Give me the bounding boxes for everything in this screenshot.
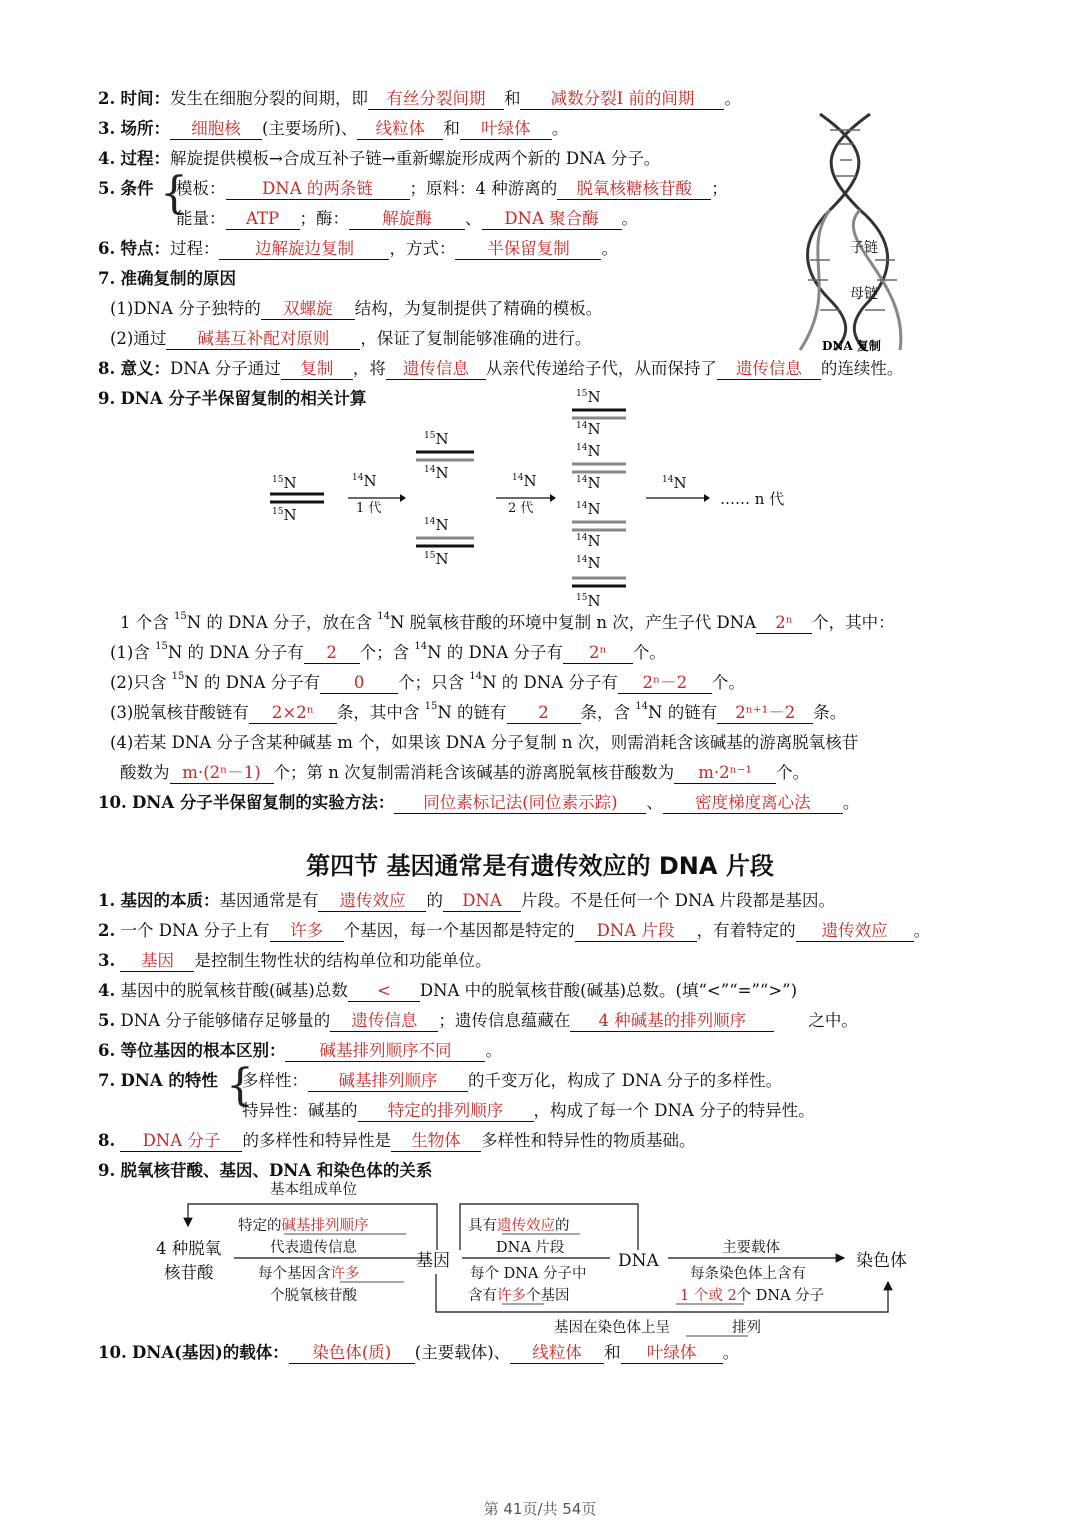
text: (1)DNA 分子独特的: [110, 299, 261, 318]
answer-blank: DNA 片段: [575, 921, 697, 942]
answer-blank: 细胞核: [170, 119, 262, 140]
item-number: 3.: [98, 119, 116, 138]
item-label: DNA 分子半保留复制的实验方法：: [131, 793, 395, 812]
item-label: 场所：: [120, 119, 170, 138]
item-number: 5.: [98, 179, 116, 198]
text: DNA 分子通过: [169, 359, 281, 378]
text: ，方式：: [389, 239, 456, 258]
item-number: 7.: [98, 1071, 116, 1090]
item-number: 7.: [98, 269, 116, 288]
text: N 脱氧核苷酸的环境中复制 n 次，产生子代 DNA: [389, 613, 757, 632]
answer-blank: 遗传信息: [717, 359, 821, 380]
s1-line-5c: [176, 208, 638, 230]
text: ，将: [352, 359, 386, 378]
answer-blank: ATP: [226, 209, 300, 230]
item-number: 5.: [98, 1011, 116, 1030]
answer-blank: 叶绿体: [460, 119, 552, 140]
item-number: 10.: [98, 1343, 127, 1362]
s2-line-10: [98, 1342, 739, 1364]
text: 结构，为复制提供了精确的模板。: [354, 299, 603, 318]
text: 的: [426, 891, 443, 910]
dna-replication-illustration: [780, 110, 920, 358]
item-label: 时间：: [120, 89, 170, 108]
text: 。: [913, 921, 931, 940]
text: 的连续性。: [820, 359, 904, 378]
item-label: DNA 分子半保留复制的相关计算: [120, 389, 367, 408]
label-basic-unit: 基本组成单位: [270, 1182, 357, 1198]
text: 。: [722, 1343, 740, 1362]
superscript: 14: [469, 671, 483, 682]
arrow-head-icon: [550, 494, 556, 502]
gene-label: 基因: [416, 1251, 450, 1271]
answer-blank: 半保留复制: [455, 239, 601, 260]
relationship-diagram: [140, 1178, 930, 1338]
answer-blank: 遗传信息: [330, 1011, 438, 1032]
superscript: 15: [155, 641, 168, 652]
answer-blank: m·(2ⁿ－1): [170, 763, 274, 784]
text: 和: [604, 1343, 621, 1362]
item-number: 4.: [98, 149, 116, 168]
label-contains-genes: 含有许多个基因: [468, 1288, 570, 1304]
text: 多样性和特异性的物质基础。: [480, 1131, 696, 1150]
text: 过程：: [169, 239, 220, 258]
label-14n: $^{14}$N: [424, 464, 449, 482]
answer-blank: 2ⁿ⁺¹－2: [717, 703, 813, 724]
text: 个。: [776, 763, 810, 782]
answer-blank: 染色体(质): [289, 1343, 415, 1364]
text: 发生在细胞分裂的间期，即: [169, 89, 368, 108]
text: 条，含: [580, 703, 636, 722]
page-number: 第 41页/共 54页: [483, 1500, 597, 1518]
answer-blank: 脱氧核糖核苷酸: [557, 179, 711, 200]
label-14n: $^{14}$N: [512, 472, 537, 490]
answer-blank: 边解旋边复制: [219, 239, 389, 260]
text: N 的 DNA 分子有: [167, 643, 304, 662]
section-title: 第四节 基因通常是有遗传效应的 DNA 片段: [306, 852, 774, 880]
s1-line-7a: [110, 298, 602, 320]
answer-blank: 2: [507, 703, 581, 724]
s1-line-8: [98, 358, 903, 380]
calc-intro: [120, 612, 895, 634]
dna-label: DNA: [618, 1251, 659, 1271]
label-14n: $^{14}$N: [424, 516, 449, 534]
item-number: 10.: [98, 793, 127, 812]
text: 个。: [711, 673, 745, 692]
text: 的多样性和特异性是: [242, 1131, 391, 1150]
item-number: 3.: [98, 951, 116, 970]
item-number: 8.: [98, 359, 116, 378]
text: 。: [551, 119, 569, 138]
text: 1 个含: [120, 613, 174, 632]
s1-line-5b: [176, 178, 728, 200]
item-label: 意义：: [120, 359, 170, 378]
gen-n-label: …… n 代: [720, 490, 785, 508]
s2-line-2: [98, 920, 930, 942]
label-15n: $^{15}$N: [576, 592, 601, 610]
text: N 的 DNA 分子有: [184, 673, 321, 692]
superscript: 14: [377, 611, 390, 622]
text: 基因通常是有: [219, 891, 319, 910]
answer-blank: DNA: [443, 891, 521, 912]
answer-blank: 线粒体: [510, 1343, 604, 1364]
item-number: 6.: [98, 1041, 116, 1060]
label-14n: $^{14}$N: [576, 420, 601, 438]
text: ，构成了每一个 DNA 分子的特异性。: [533, 1101, 815, 1120]
label-each-chromosome: 每条染色体上含有: [690, 1266, 806, 1282]
label-14n: $^{14}$N: [352, 472, 377, 490]
label-14n: $^{14}$N: [576, 554, 601, 572]
s1-line-7: [98, 268, 236, 290]
text: N 的 DNA 分子有: [427, 643, 563, 662]
label-each-dna: 每个 DNA 分子中: [470, 1266, 587, 1282]
brace-icon: {: [160, 168, 188, 219]
superscript: 14: [414, 641, 428, 652]
answer-blank: 2ⁿ: [563, 643, 633, 664]
answer-blank: 遗传信息: [386, 359, 486, 380]
s1-line-10: [98, 792, 859, 814]
item-label: 特点：: [120, 239, 170, 258]
text: N 的链有: [648, 703, 718, 722]
superscript: 15: [424, 701, 438, 712]
label-has-effect: 具有遗传效应的: [468, 1218, 570, 1234]
label-15n: $^{15}$N: [272, 506, 297, 524]
text: ，有着特定的: [696, 921, 796, 940]
item-number: 8.: [98, 1131, 116, 1150]
label-genetic-info: 代表遗传信息: [270, 1240, 357, 1256]
text: (主要场所)、: [261, 119, 358, 138]
text: (1)含: [110, 643, 156, 662]
text: N 的链有: [437, 703, 507, 722]
answer-blank: 线粒体: [357, 119, 443, 140]
answer-blank: <: [348, 981, 420, 1002]
label-14n: $^{14}$N: [662, 474, 687, 492]
text: N 的 DNA 分子有: [482, 673, 618, 692]
item-label: DNA 的特性: [120, 1071, 218, 1090]
s2-line-5: [98, 1010, 858, 1032]
answer-blank: 有丝分裂间期: [368, 89, 504, 110]
superscript: 14: [635, 701, 649, 712]
gen-2-label: 2 代: [508, 501, 534, 516]
s2-line-7b: [242, 1100, 815, 1122]
answer-blank: 许多: [270, 921, 344, 942]
answer-blank: 双螺旋: [261, 299, 355, 320]
s2-line-1: [98, 890, 835, 912]
text: DNA 中的脱氧核苷酸(碱基)总数。(填“<”“=”“>”): [419, 981, 798, 1000]
s2-line-6: [98, 1040, 502, 1062]
label-14n: $^{14}$N: [576, 500, 601, 518]
text: 。: [724, 89, 741, 108]
answer-blank: 碱基排列顺序: [308, 1071, 468, 1092]
answer-blank: 碱基互补配对原则: [166, 329, 360, 350]
arrow-head-icon: [704, 494, 710, 502]
text: 是控制生物性状的结构单位和功能单位。: [194, 951, 492, 970]
answer-blank: 0: [320, 673, 398, 694]
s1-line-7b: [110, 328, 591, 350]
text: 基因中的脱氧核苷酸(碱基)总数: [120, 981, 348, 1000]
text: 个，其中：: [812, 613, 895, 632]
text: 多样性：: [242, 1071, 308, 1090]
answer-blank: 复制: [281, 359, 353, 380]
text: ；遗传信息蕴藏在: [438, 1011, 571, 1030]
label-nucleotides: 个脱氧核苷酸: [270, 1288, 357, 1304]
answer-blank: 碱基排列顺序不同: [285, 1041, 485, 1062]
answer-blank: 遗传效应: [796, 921, 914, 942]
text: (4)若某 DNA 分子含某种碱基 m 个，如果该 DNA 分子复制 n 次，则需消耗含该碱基的游离脱氧核苷: [110, 733, 859, 752]
answer-blank: 同位素标记法(同位素示踪): [394, 793, 646, 814]
label-main-carrier: 主要载体: [722, 1240, 780, 1256]
calc-2: [110, 672, 745, 694]
answer-blank: 2ⁿ: [756, 613, 812, 634]
answer-blank: 遗传效应: [318, 891, 426, 912]
text: ；原料：4 种游离的: [409, 179, 558, 198]
label-15n: $^{15}$N: [576, 388, 601, 406]
text: (3)脱氧核苷酸链有: [110, 703, 249, 722]
label-14n: $^{14}$N: [576, 474, 601, 492]
item-label: 过程：: [120, 149, 170, 168]
text: 条。: [813, 703, 847, 722]
answer-blank: 密度梯度离心法: [663, 793, 843, 814]
label-15n: $^{15}$N: [272, 474, 297, 492]
answer-blank: 2: [304, 643, 360, 664]
text: 和: [443, 119, 460, 138]
s2-line-7a: [242, 1070, 782, 1092]
text: 个；含: [359, 643, 415, 662]
answer-blank: 4 种碱基的排列顺序: [570, 1011, 774, 1032]
text: 模板：: [176, 179, 226, 198]
answer-blank: DNA 分子: [120, 1131, 242, 1152]
text: ；酶：: [299, 209, 349, 228]
text: 片段。不是任何一个 DNA 片段都是基因。: [520, 891, 836, 910]
item-label: 条件: [120, 179, 154, 198]
item-label: 准确复制的原因: [120, 269, 236, 288]
text: 。: [621, 209, 638, 228]
text: 条，其中含: [336, 703, 425, 722]
item-label: 脱氧核苷酸、基因、DNA 和染色体的关系: [120, 1161, 433, 1180]
item-number: 4.: [98, 981, 116, 1000]
label-14n: $^{14}$N: [576, 442, 601, 460]
s2-line-8: [98, 1130, 695, 1152]
superscript: 15: [171, 671, 185, 682]
text: 解旋提供模板→合成互补子链→重新螺旋形成两个新的 DNA 分子。: [169, 149, 661, 168]
chromosome-label: 染色体: [856, 1251, 907, 1271]
text: 酸数为: [120, 763, 170, 782]
child-strand-label: 子链: [850, 240, 878, 256]
item-number: 9.: [98, 1161, 116, 1180]
text: 个；第 n 次复制需消耗含该碱基的游离脱氧核苷酸数为: [273, 763, 675, 782]
calc-4: [110, 732, 858, 754]
label-15n: $^{15}$N: [424, 430, 449, 448]
label-15n: $^{15}$N: [424, 550, 449, 568]
text: (2)通过: [110, 329, 167, 348]
nucleotide-label: 核苷酸: [164, 1263, 214, 1282]
text: N 的 DNA 分子，放在含: [186, 613, 378, 632]
text: 。: [601, 239, 618, 258]
brace-icon: {: [226, 1060, 254, 1111]
label-dna-count: 1 个或 2个 DNA 分子: [680, 1288, 825, 1304]
arrow-head-icon: [400, 494, 406, 502]
text: 个。: [632, 643, 666, 662]
text: 和: [503, 89, 521, 108]
text: 一个 DNA 分子上有: [120, 921, 270, 940]
item-number: 9.: [98, 389, 116, 408]
text: 、: [646, 793, 663, 812]
replication-diagram: [260, 384, 820, 612]
label-dna-fragment: DNA 片段: [496, 1240, 565, 1256]
text: 个；只含: [398, 673, 470, 692]
calc-4b: [120, 762, 809, 784]
s1-line-6: [98, 238, 618, 260]
text: 从亲代传递给子代，从而保持了: [485, 359, 717, 378]
text: 特异性：碱基的: [242, 1101, 358, 1120]
text: (主要载体)、: [414, 1343, 511, 1362]
s2-line-7: [98, 1070, 218, 1092]
s1-line-4: [98, 148, 660, 170]
answer-blank: DNA 聚合酶: [482, 209, 622, 230]
helix-caption: DNA 复制: [822, 339, 881, 353]
answer-blank: 生物体: [391, 1131, 481, 1152]
item-number: 2.: [98, 921, 116, 940]
item-label: DNA(基因)的载体：: [131, 1343, 289, 1362]
text: (2)只含: [110, 673, 172, 692]
answer-blank: 解旋酶: [349, 209, 465, 230]
text: 。: [485, 1041, 502, 1060]
s1-line-3: [98, 118, 568, 140]
s2-line-3: [98, 950, 491, 972]
answer-blank: 特定的排列顺序: [358, 1101, 534, 1122]
text: ，保证了复制能够准确的进行。: [360, 329, 592, 348]
calc-3: [110, 702, 846, 724]
answer-blank: DNA 的两条链: [226, 179, 410, 200]
s1-line-5a: [98, 178, 153, 200]
text: 之中。: [808, 1011, 858, 1030]
gen-1-label: 1 代: [356, 501, 382, 516]
text: DNA 分子能够储存足够量的: [120, 1011, 331, 1030]
item-number: 2.: [98, 89, 116, 108]
label-14n: $^{14}$N: [576, 532, 601, 550]
answer-blank: 2×2ⁿ: [249, 703, 337, 724]
text: 、: [465, 209, 482, 228]
answer-blank: 减数分裂Ⅰ 前的间期: [520, 89, 724, 110]
nucleotide-label: 4 种脱氧: [156, 1239, 222, 1258]
item-number: 6.: [98, 239, 116, 258]
answer-blank: 叶绿体: [621, 1343, 723, 1364]
s1-line-2: [98, 88, 741, 110]
answer-blank: 2ⁿ－2: [618, 673, 712, 694]
label-linear: 基因在染色体上呈 排列: [554, 1320, 761, 1336]
text: 的千变万化，构成了 DNA 分子的多样性。: [468, 1071, 783, 1090]
item-number: 1.: [98, 891, 116, 910]
label-each-gene: 每个基因含许多: [258, 1266, 360, 1282]
parent-strand-label: 母链: [850, 286, 878, 302]
text: ；: [711, 179, 728, 198]
answer-blank: 基因: [120, 951, 194, 972]
text: 个基因，每一个基因都是特定的: [343, 921, 575, 940]
answer-blank: m·2ⁿ⁻¹: [674, 763, 776, 784]
label-specific: 特定的碱基排列顺序: [238, 1218, 369, 1234]
s2-line-4: [98, 980, 797, 1002]
text: 能量：: [176, 209, 226, 228]
superscript: 15: [174, 611, 187, 622]
item-label: 等位基因的根本区别：: [120, 1041, 286, 1060]
text: 。: [842, 793, 860, 812]
calc-1: [110, 642, 666, 664]
item-label: 基因的本质：: [120, 891, 220, 910]
